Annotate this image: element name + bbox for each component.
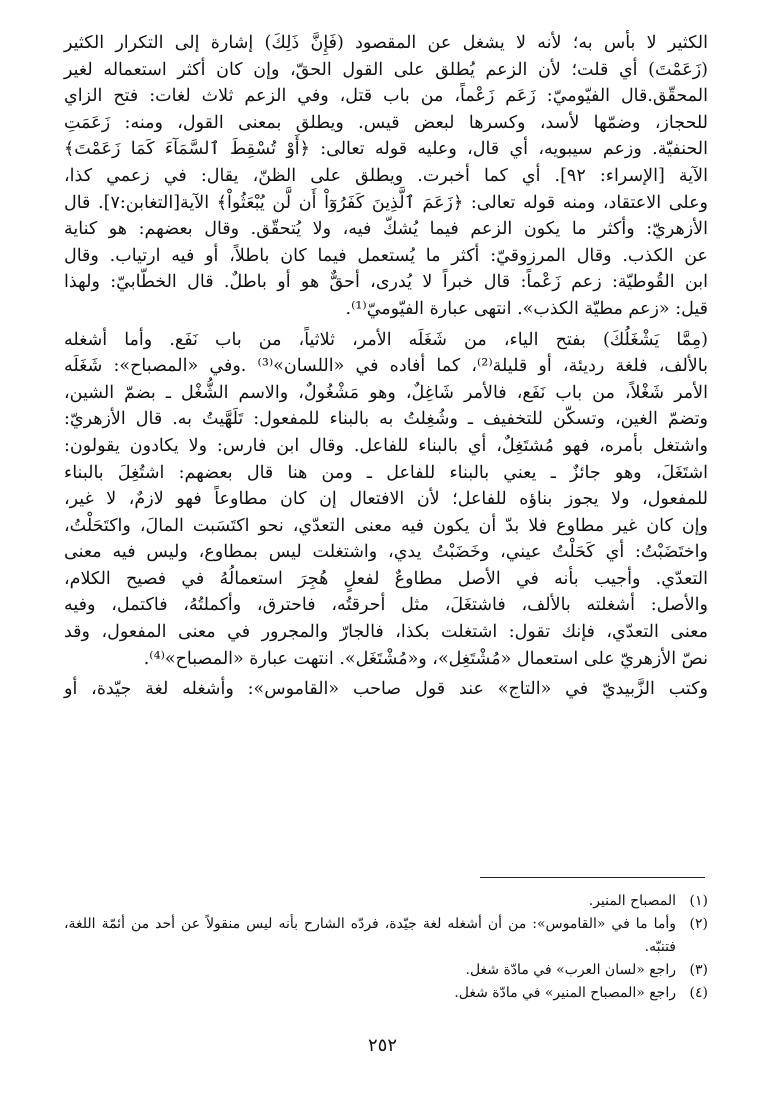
page-number: ٢٥٢: [367, 1035, 397, 1056]
text-line: الأمر شَغْلاً، من باب نَفَع، فالأمر شَاغِلٌ، وهو مَشْغُولٌ، والاسم الشُّغْل ـ بضمّ الشين،: [64, 382, 708, 403]
footnote-divider: [480, 877, 705, 878]
text-line: وإن كان غير مطاوع فلا بدّ أن يكون فيه معنى التعدّي، نحو اكتَسَبت المالَ، واكتَحَلْتُ،: [64, 515, 708, 536]
footnote-text: المصباح المنير.: [588, 893, 676, 909]
footnote-number: (٣): [689, 962, 708, 978]
footnote: [64, 959, 708, 982]
text-line: قيل: «زعم مطيّة الكذب». انتهى عبارة الفيّوميّ⁽¹⁾.: [345, 298, 708, 319]
text-line: واختَضَبْتُ: أي كَحَلْتُ عيني، وخَضَبْتُ يدي، واشتغلت ليس بمطاوع، وليس فيه معنى: [64, 542, 708, 563]
text-line: الحنفيّة. وزعم سيبويه، أي قال، وعليه قوله تعالى: ﴿أَوْ تُسْقِطَ ٱلسَّمَآءَ كَمَا زَعَمْتَ﴾: [64, 139, 708, 160]
text-line: وتضمّ الغين، وتسكّن للتخفيف ـ وشُغِلتُ به بالبناء للمفعول: تَلَهَّيتُ به. قال الأزهريّ:: [64, 409, 708, 430]
text-line: للمفعول، ولا يجوز بناؤه للفاعل؛ لأن الافتعال إن كان مطاوعاً فهو لازمٌ، لا غير،: [64, 489, 708, 510]
text-line: للحجاز، وضمّها لأسد، وكسرها لبعض قيس. ويطلق بمعنى القول، ومنه: زَعَمَتِ: [64, 112, 708, 133]
text-line: والأصل: أشغلته بالألف، فاشتغَلَ، مثل أحرقتُه، فاحترق، وأكملتُهُ، فاكتمل، وفيه: [64, 595, 708, 616]
text-line: وعلى الاعتقاد، ومنه قوله تعالى: ﴿زَعَمَ ٱلَّذِينَ كَفَرُوٓاْ أَن لَّن يُبْعَثُواْ﴾ الآية[التغابن:٧]. قال: [64, 192, 708, 213]
footnote-number: (١): [689, 893, 708, 909]
text-line: الأزهريّ: وأكثر ما يكون الزعم فيما يُشكّ فيه، ولا يُتحقّق. وقال بعضهم: هو كناية: [64, 219, 708, 240]
text-line: نصّ الأزهريّ على استعمال «مُشْتَغِل»، و«مُشْتَغَل». انتهت عبارة «المصباح»⁽⁴⁾.: [143, 648, 708, 669]
footnote-text: راجع «لسان العرب» في مادّة شغل.: [465, 962, 676, 978]
footnote: [64, 913, 708, 959]
text-line: اشتَغَلَ، وهو جائزٌ ـ يعني بالبناء للفاعل ـ ومن هنا قال بعضهم: اشتُغِلَ بالبناء: [64, 462, 708, 483]
main-text: [64, 30, 708, 703]
text-line: عن الكذب. وقال المرزوقيّ: أكثر ما يُستعمل فيما كان باطلاً، أو فيه ارتياب. وقال: [64, 245, 708, 266]
footnote-text: وأما ما في «القاموس»: من أن أشغله لغة جيّدة، فردّه الشارح بأنه ليس منقولاً عن أحد من أئمّة اللغة، فتنبّه.: [64, 916, 676, 955]
text-line: الكثير لا بأس به؛ لأنه لا يشغل عن المقصود (فَإِنَّ ذَلِكَ) إشارة إلى التكرار الكثير: [64, 33, 708, 53]
text-line: واشتغل بأمره، فهو مُشتَغِلٌ، أي بالبناء للفاعل. وقال ابن فارس: ولا يكادون يقولون:: [64, 435, 708, 456]
footnote-number: (٤): [689, 985, 708, 1001]
text-line: (زَعَمْتَ) أي قلت؛ لأن الزعم يُطلق على القول الحقّ، وإن كان أكثر استعماله لغير: [64, 59, 708, 80]
footnote: [64, 982, 708, 1005]
text-line: التعدّي. وأجيب بأنه في الأصل مطاوعٌ لفعلٍ هُجِرَ استعمالُهُ في فصيح الكلام،: [64, 568, 708, 589]
footnotes: [64, 890, 708, 1005]
footnote: [64, 890, 708, 913]
footnote-number: (٢): [689, 916, 708, 932]
text-line: الآية [الإسراء: ٩٢]. أي كما أخبرت. ويطلق على الظنّ، يقال: في زعمي كذا،: [64, 165, 708, 186]
text-line: ابن القُوطيّة: زعم زَعْماً: قال خبراً لا يُدرى، أحقٌّ هو أو باطلٌ. قال الخطّابيّ: ولهذا: [64, 272, 708, 293]
text-line: معنى التعدّي، فإنك تقول: اشتغلت بكذا، فالجارّ والمجرور في معنى المفعول، وقد: [64, 622, 708, 643]
text-line: بالألف، فلغة رديئة، أو قليلة⁽²⁾، كما أفاده في «اللسان»⁽³⁾ .وفي «المصباح»: شَغَلَه: [64, 356, 708, 377]
text-line: (مِمَّا يَشْغَلُكَ) بفتح الياء، من شَغَلَه الأمر، ثلاثياً، من باب نَفَع. وأما أشغله: [64, 329, 708, 350]
text-line: المحقّق.قال الفيّوميّ: زَعَم زَعْماً، من باب قتل، وفي الزعم ثلاث لغات: فتح الزاي: [64, 86, 708, 107]
text-line: وكتب الزَّبيديّ في «التاج» عند قول صاحب «القاموس»: وأشغله لغة جيّدة، أو: [64, 679, 708, 700]
footnote-text: راجع «المصباح المنير» في مادّة شغل.: [454, 985, 676, 1001]
